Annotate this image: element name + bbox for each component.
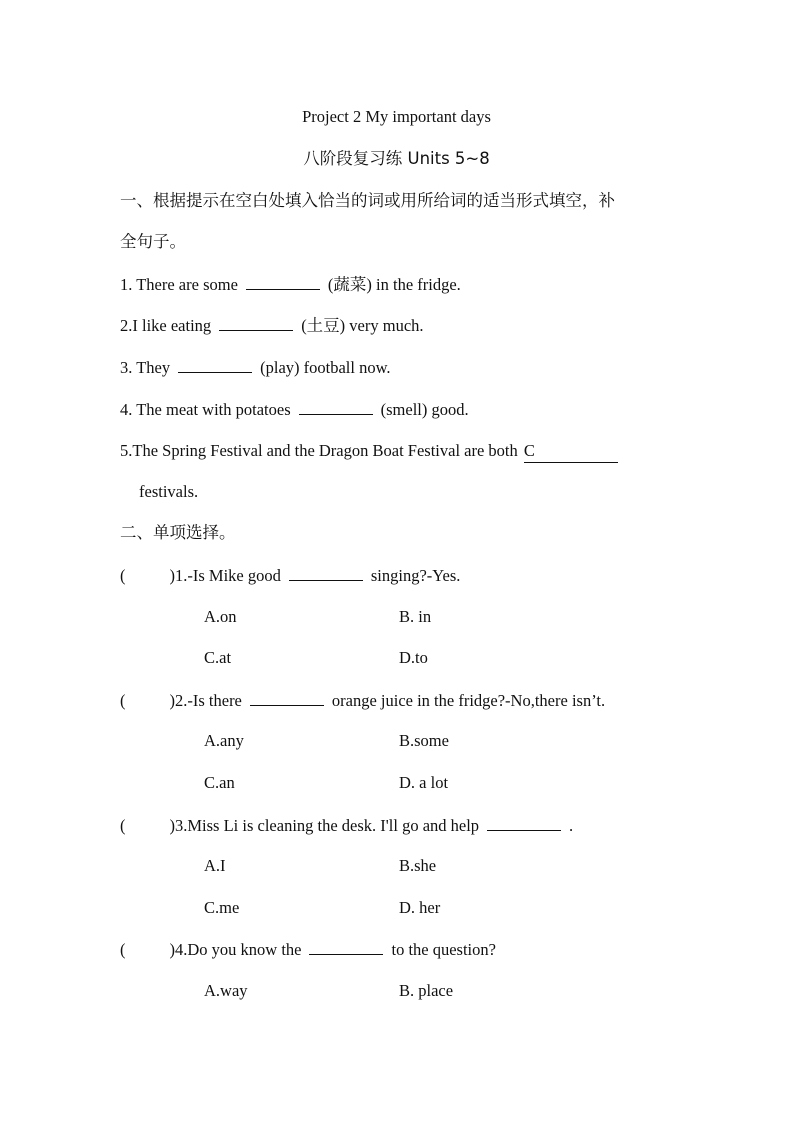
question-1-option-b[interactable]: B. in	[399, 607, 432, 626]
fill-item-2-text: 2.I like eating	[120, 316, 212, 335]
fill-item-3	[120, 356, 391, 379]
question-4-blank	[309, 938, 383, 955]
fill-item-3-blank[interactable]	[178, 356, 252, 373]
fill-item-1-text: 1. There are some	[120, 275, 238, 294]
section1-heading-line1: 一、根据提示在空白处填入恰当的词或用所给词的适当形式填空，补	[120, 191, 615, 210]
question-2-option-b[interactable]: B.some	[399, 731, 449, 750]
question-1-option-c[interactable]: C.at	[204, 648, 232, 667]
question-4-option-a[interactable]: A.way	[204, 981, 248, 1000]
question-1-stem: )1.-Is Mike good	[169, 566, 281, 585]
question-4-stem-end: to the question?	[391, 940, 496, 959]
fill-item-5-text: 5.The Spring Festival and the Dragon Boat Festival are both	[120, 441, 518, 460]
fill-item-2	[120, 314, 424, 337]
fill-item-5-blank[interactable]	[524, 440, 618, 463]
fill-item-1-hint: (蔬菜) in the fridge.	[327, 275, 461, 294]
question-2-stem-end: orange juice in the fridge?-No,there isn’t.	[331, 691, 606, 710]
question-1-paren: (	[120, 566, 126, 585]
question-4-paren: (	[120, 940, 126, 959]
question-2-option-a[interactable]: A.any	[204, 731, 244, 750]
question-2-blank	[250, 689, 324, 706]
page-title: Project 2 My important days	[302, 107, 491, 126]
question-1	[120, 564, 460, 587]
question-3-stem: )3.Miss Li is cleaning the desk. I'll go and help	[169, 816, 480, 835]
question-3	[120, 814, 573, 837]
fill-item-4	[120, 398, 469, 421]
page-subtitle: 八阶段复习练 Units 5~8	[303, 149, 490, 168]
question-3-option-b[interactable]: B.she	[399, 856, 437, 875]
question-3-stem-end: .	[569, 816, 574, 835]
question-2-paren: (	[120, 691, 126, 710]
question-4-stem: )4.Do you know the	[169, 940, 302, 959]
question-1-option-d[interactable]: D.to	[399, 648, 428, 667]
fill-item-3-text: 3. They	[120, 358, 171, 377]
question-3-option-c[interactable]: C.me	[204, 898, 240, 917]
fill-item-5	[120, 440, 618, 463]
fill-item-4-hint: (smell) good.	[380, 400, 469, 419]
question-2-option-c[interactable]: C.an	[204, 773, 235, 792]
question-3-option-d[interactable]: D. her	[399, 898, 441, 917]
question-4-option-b[interactable]: B. place	[399, 981, 454, 1000]
fill-item-1-blank[interactable]	[246, 273, 320, 290]
fill-item-4-text: 4. The meat with potatoes	[120, 400, 291, 419]
question-3-option-a[interactable]: A.I	[204, 856, 226, 875]
fill-item-2-blank[interactable]	[219, 314, 293, 331]
question-2	[120, 689, 605, 712]
question-1-option-a[interactable]: A.on	[204, 607, 237, 626]
section2-heading: 二、单项选择。	[120, 523, 236, 542]
question-1-stem-end: singing?-Yes.	[370, 566, 461, 585]
section1-heading-line2: 全句子。	[120, 232, 186, 251]
question-3-blank	[487, 814, 561, 831]
fill-item-5-blank-prefix: C	[523, 441, 535, 460]
question-4	[120, 938, 496, 961]
fill-item-3-hint: (play) football now.	[260, 358, 391, 377]
question-2-option-d[interactable]: D. a lot	[399, 773, 449, 792]
question-3-paren: (	[120, 816, 126, 835]
fill-item-2-hint: (土豆) very much.	[301, 316, 424, 335]
question-2-stem: )2.-Is there	[169, 691, 242, 710]
fill-item-5-continuation: festivals.	[139, 482, 199, 501]
fill-item-1	[120, 273, 461, 296]
fill-item-4-blank[interactable]	[299, 398, 373, 415]
question-1-blank	[289, 564, 363, 581]
